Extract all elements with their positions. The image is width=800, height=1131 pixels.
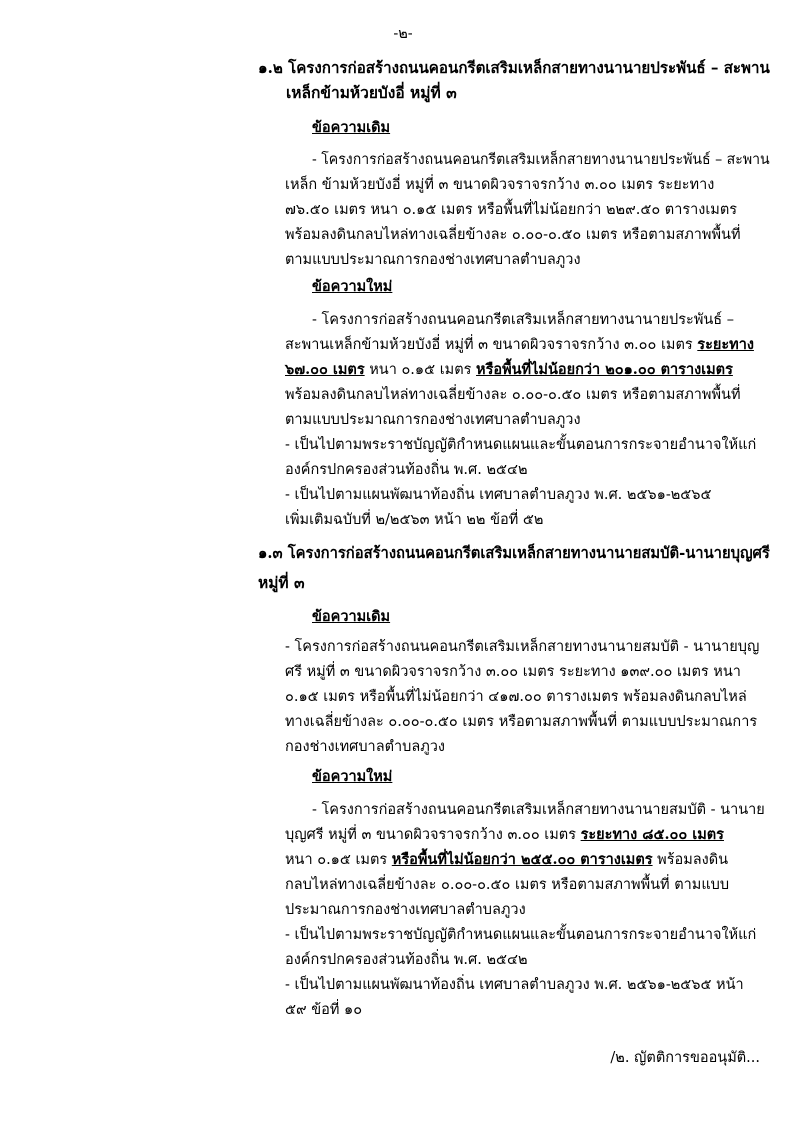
section-1-3-new-line-text: พร้อมลงดิน: [652, 852, 729, 868]
section-1-2-old-line: ๗๖.๕๐ เมตร หนา ๐.๑๕ เมตร หรือพื้นที่ไม่น้อยกว่า ๒๒๙.๕๐ ตารางเมตร: [285, 202, 738, 218]
section-1-3-new-line: ๕๙ ข้อที่ ๑๐: [285, 1002, 363, 1018]
section-1-2-old-line: เหล็ก ข้ามห้วยบังอี่ หมู่ที่ ๓ ขนาดผิวจราจรกว้าง ๓.๐๐ เมตร ระยะทาง: [285, 177, 715, 193]
section-1-3-new-heading: ข้อความใหม่: [312, 768, 393, 785]
section-1-3-new-line: - โครงการก่อสร้างถนนคอนกรีตเสริมเหล็กสายทางนานายสมบัติ - นานาย: [312, 802, 765, 818]
section-1-2-new-line: เพิ่มเติมฉบับที่ ๒/๒๕๖๓ หน้า ๒๒ ข้อที่ ๕๒: [285, 512, 544, 528]
section-1-2-area-value: หรือพื้นที่ไม่น้อยกว่า ๒๐๑.๐๐ ตารางเมตร: [476, 361, 733, 378]
section-1-2-distance-label: ระยะทาง: [697, 336, 754, 353]
section-1-2-new-line: พร้อมลงดินกลบไหล่ทางเฉลี่ยข้างละ ๐.๐๐-๐.๕๐ เมตร หรือตามสภาพพื้นที่: [285, 387, 741, 403]
section-1-3-new-line: [285, 825, 724, 845]
section-1-2-new-line: - โครงการก่อสร้างถนนคอนกรีตเสริมเหล็กสายทางนานายประพันธ์ –: [312, 312, 734, 328]
section-1-2-new-line: ตามแบบประมาณการกองช่างเทศบาลตำบลภูวง: [285, 412, 581, 428]
section-1-3-title-line1: ๑.๓ โครงการก่อสร้างถนนคอนกรีตเสริมเหล็กสายทางนานายสมบัติ-นานายบุญศรี: [258, 543, 770, 562]
section-1-3-new-line: [285, 850, 728, 870]
section-1-2-old-line: พร้อมลงดินกลบไหล่ทางเฉลี่ยข้างละ ๐.๐๐-๐.๕๐ เมตร หรือตามสภาพพื้นที่: [285, 227, 741, 243]
section-1-3-distance-value: ระยะทาง ๘๕.๐๐ เมตร: [580, 826, 724, 843]
section-1-3-old-line: ๐.๑๕ เมตร หรือพื้นที่ไม่น้อยกว่า ๔๑๗.๐๐ ตารางเมตร พร้อมลงดินกลบไหล่: [285, 689, 747, 705]
section-1-3-new-line-text: บุญศรี หมู่ที่ ๓ ขนาดผิวจราจรกว้าง ๓.๐๐ เมตร: [285, 827, 581, 843]
section-1-2-old-heading: ข้อความเดิม: [312, 119, 391, 136]
section-1-2-new-heading: ข้อความใหม่: [312, 278, 393, 295]
page-number: -๒-: [393, 26, 413, 42]
section-1-3-old-line: ศรี หมู่ที่ ๓ ขนาดผิวจราจรกว้าง ๓.๐๐ เมตร ระยะทาง ๑๓๙.๐๐ เมตร หนา: [285, 664, 741, 680]
section-1-3-new-line: กลบไหล่ทางเฉลี่ยข้างละ ๐.๐๐-๐.๕๐ เมตร หรือตามสภาพพื้นที่ ตามแบบ: [285, 877, 730, 893]
section-1-2-new-line: องค์กรปกครองส่วนท้องถิ่น พ.ศ. ๒๕๔๒: [285, 462, 528, 478]
section-1-3-new-line: - เป็นไปตามแผนพัฒนาท้องถิ่น เทศบาลตำบลภูวง พ.ศ. ๒๕๖๑-๒๕๖๕ หน้า: [285, 977, 744, 993]
section-1-3-thickness-text: หนา ๐.๑๕ เมตร: [285, 852, 392, 868]
section-1-2-thickness-text: หนา ๐.๑๕ เมตร: [364, 362, 477, 378]
section-1-3-old-line: - โครงการก่อสร้างถนนคอนกรีตเสริมเหล็กสายทางนานายสมบัติ - นานายบุญ: [285, 639, 760, 655]
section-1-3-area-value: หรือพื้นที่ไม่น้อยกว่า ๒๕๕.๐๐ ตารางเมตร: [391, 851, 653, 868]
section-1-2-new-line: - เป็นไปตามแผนพัฒนาท้องถิ่น เทศบาลตำบลภูวง พ.ศ. ๒๕๖๑-๒๕๖๕: [285, 487, 712, 503]
section-1-3-new-line: ประมาณการกองช่างเทศบาลตำบลภูวง: [285, 902, 526, 918]
section-1-2-new-line: - เป็นไปตามพระราชบัญญัติกำหนดแผนและขั้นตอนการกระจายอำนาจให้แก่: [285, 437, 757, 453]
section-1-2-old-line: - โครงการก่อสร้างถนนคอนกรีตเสริมเหล็กสายทางนานายประพันธ์ – สะพาน: [312, 152, 770, 168]
section-1-3-new-line: องค์กรปกครองส่วนท้องถิ่น พ.ศ. ๒๕๔๒: [285, 952, 528, 968]
section-1-2-old-line: ตามแบบประมาณการกองช่างเทศบาลตำบลภูวง: [285, 252, 581, 268]
section-1-3-old-heading: ข้อความเดิม: [312, 608, 391, 625]
section-1-3-new-line: - เป็นไปตามพระราชบัญญัติกำหนดแผนและขั้นตอนการกระจายอำนาจให้แก่: [285, 927, 757, 943]
section-1-2-title-line2: เหล็กข้ามห้วยบังอี่ หมู่ที่ ๓: [286, 83, 457, 102]
section-1-3-old-line: กองช่างเทศบาลตำบลภูวง: [285, 739, 446, 755]
section-1-2-new-line-text: สะพานเหล็กข้ามห้วยบังอี่ หมู่ที่ ๓ ขนาดผิวจราจรกว้าง ๓.๐๐ เมตร: [285, 337, 698, 353]
section-1-3-old-line: ทางเฉลี่ยข้างละ ๐.๐๐-๐.๕๐ เมตร หรือตามสภาพพื้นที่ ตามแบบประมาณการ: [285, 714, 758, 730]
section-1-2-title-line1: ๑.๒ โครงการก่อสร้างถนนคอนกรีตเสริมเหล็กสายทางนานายประพันธ์ – สะพาน: [258, 58, 770, 77]
section-1-3-title-line2: หมู่ที่ ๓: [258, 573, 305, 592]
section-1-2-new-line: [285, 335, 754, 355]
section-1-2-new-line: [285, 360, 733, 380]
footer-continuation: /๒. ญัตติการขออนุมัติ...: [610, 1050, 760, 1066]
section-1-2-distance-value: ๖๗.๐๐ เมตร: [285, 361, 365, 378]
